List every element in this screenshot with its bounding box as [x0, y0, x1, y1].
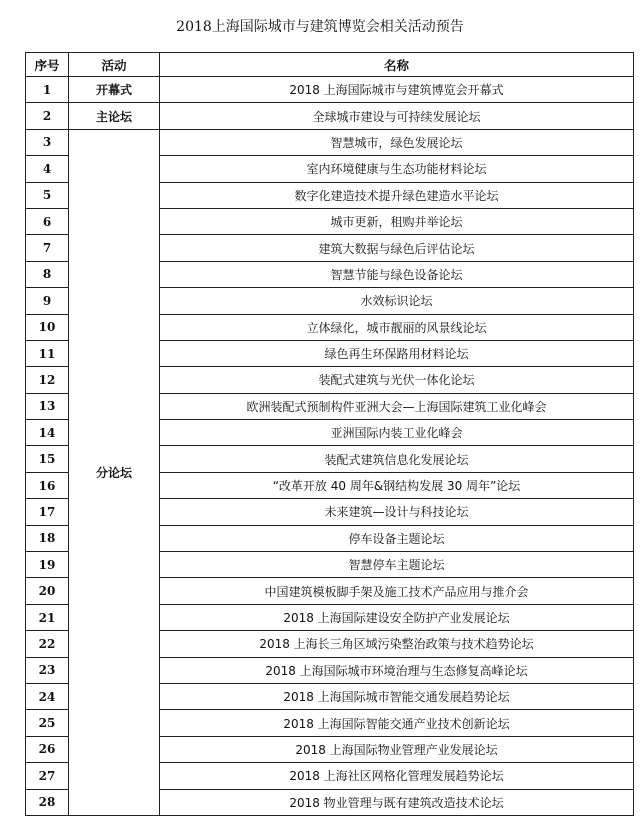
- row-number: 9: [26, 288, 69, 314]
- row-name: 室内环境健康与生态功能材料论坛: [160, 156, 634, 182]
- row-name: 2018 上海社区网格化管理发展趋势论坛: [160, 763, 634, 789]
- row-number: 23: [26, 657, 69, 683]
- row-activity: 分论坛: [69, 129, 160, 815]
- row-number: 17: [26, 499, 69, 525]
- row-number: 11: [26, 340, 69, 366]
- table-row: [26, 129, 634, 155]
- row-number: 8: [26, 261, 69, 287]
- row-name: 全球城市建设与可持续发展论坛: [160, 103, 634, 129]
- row-name: 2018 上海国际智能交通产业技术创新论坛: [160, 710, 634, 736]
- row-name: 建筑大数据与绿色后评估论坛: [160, 235, 634, 261]
- row-name: 水效标识论坛: [160, 288, 634, 314]
- row-number: 7: [26, 235, 69, 261]
- row-name: 2018 上海国际城市环境治理与生态修复高峰论坛: [160, 657, 634, 683]
- row-name: 停车设备主题论坛: [160, 525, 634, 551]
- row-number: 5: [26, 182, 69, 208]
- row-number: 18: [26, 525, 69, 551]
- header-activity: 活动: [69, 53, 160, 77]
- row-name: 中国建筑模板脚手架及施工技术产品应用与推介会: [160, 578, 634, 604]
- table-row: [26, 103, 634, 129]
- row-name: 2018 上海国际物业管理产业发展论坛: [160, 736, 634, 762]
- row-number: 20: [26, 578, 69, 604]
- row-number: 14: [26, 420, 69, 446]
- row-number: 10: [26, 314, 69, 340]
- row-name: 2018 上海长三角区域污染整治政策与技术趋势论坛: [160, 631, 634, 657]
- table-header-row: [26, 53, 634, 77]
- row-name: 2018 上海国际城市智能交通发展趋势论坛: [160, 683, 634, 709]
- row-number: 15: [26, 446, 69, 472]
- row-number: 13: [26, 393, 69, 419]
- row-number: 27: [26, 763, 69, 789]
- row-number: 28: [26, 789, 69, 815]
- row-number: 16: [26, 472, 69, 498]
- row-name: “改革开放 40 周年&钢结构发展 30 周年”论坛: [160, 472, 634, 498]
- table-body: [26, 77, 634, 816]
- row-name: 未来建筑—设计与科技论坛: [160, 499, 634, 525]
- table-row: [26, 77, 634, 103]
- row-name: 欧洲装配式预制构件亚洲大会—上海国际建筑工业化峰会: [160, 393, 634, 419]
- row-number: 26: [26, 736, 69, 762]
- row-name: 装配式建筑信息化发展论坛: [160, 446, 634, 472]
- row-number: 6: [26, 208, 69, 234]
- row-name: 智慧节能与绿色设备论坛: [160, 261, 634, 287]
- row-number: 2: [26, 103, 69, 129]
- row-name: 2018 物业管理与既有建筑改造技术论坛: [160, 789, 634, 815]
- row-name: 亚洲国际内装工业化峰会: [160, 420, 634, 446]
- row-name: 2018 上海国际城市与建筑博览会开幕式: [160, 77, 634, 103]
- row-activity: 开幕式: [69, 77, 160, 103]
- row-name: 2018 上海国际建设安全防护产业发展论坛: [160, 604, 634, 630]
- header-name: 名称: [160, 53, 634, 77]
- page-title: 2018上海国际城市与建筑博览会相关活动预告: [176, 19, 464, 35]
- row-number: 1: [26, 77, 69, 103]
- activity-table: [25, 52, 634, 816]
- row-number: 3: [26, 129, 69, 155]
- row-name: 数字化建造技术提升绿色建造水平论坛: [160, 182, 634, 208]
- row-name: 城市更新，租购并举论坛: [160, 208, 634, 234]
- row-number: 21: [26, 604, 69, 630]
- row-number: 24: [26, 683, 69, 709]
- row-number: 12: [26, 367, 69, 393]
- header-num: 序号: [26, 53, 69, 77]
- row-name: 智慧城市，绿色发展论坛: [160, 129, 634, 155]
- row-name: 立体绿化，城市靓丽的风景线论坛: [160, 314, 634, 340]
- row-name: 装配式建筑与光伏一体化论坛: [160, 367, 634, 393]
- row-activity: 主论坛: [69, 103, 160, 129]
- row-name: 绿色再生环保路用材料论坛: [160, 340, 634, 366]
- row-number: 4: [26, 156, 69, 182]
- row-name: 智慧停车主题论坛: [160, 552, 634, 578]
- row-number: 22: [26, 631, 69, 657]
- row-number: 25: [26, 710, 69, 736]
- row-number: 19: [26, 552, 69, 578]
